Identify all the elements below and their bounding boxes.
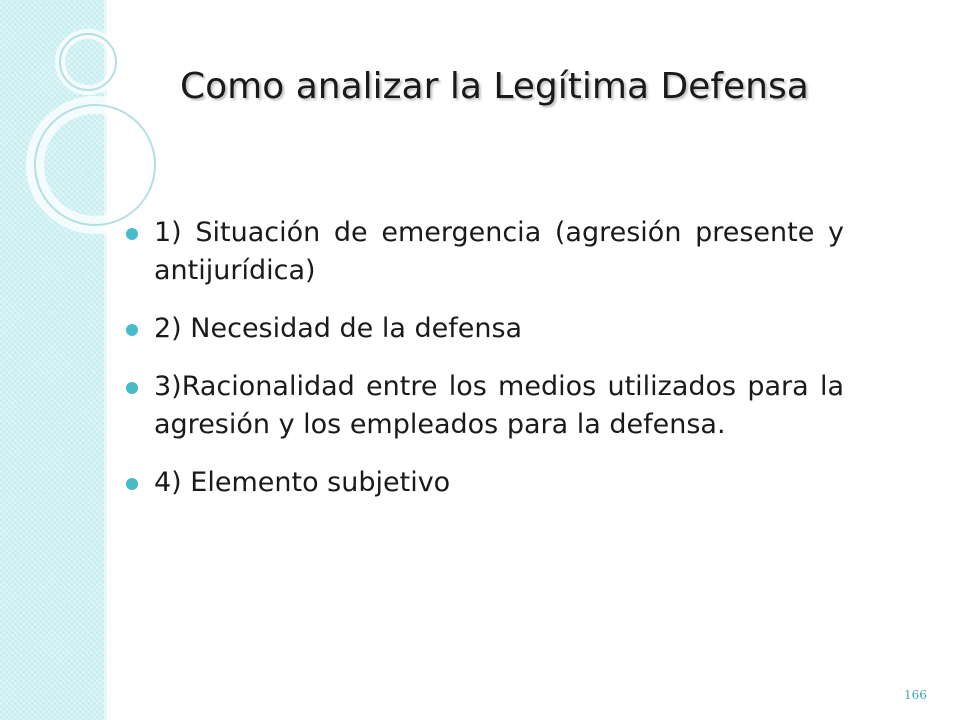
ring-outer-line — [35, 105, 155, 225]
bullet-text: 4) Elemento subjetivo — [154, 467, 451, 498]
bullet-item — [124, 368, 844, 444]
bullet-item — [124, 464, 844, 502]
bullet-dot-icon — [126, 382, 138, 394]
bullet-dot-icon — [126, 478, 138, 490]
bullet-text: 2) Necesidad de la defensa — [154, 313, 523, 344]
bullet-dot-icon — [126, 324, 138, 336]
bullet-dot-icon — [126, 228, 138, 240]
bullet-text: 3)Racionalidad entre los medios utilizados para la agresión y los empleados para la defensa. — [154, 371, 844, 440]
bullet-list — [124, 214, 844, 522]
ring-inner-line — [60, 34, 116, 90]
bullet-item — [124, 310, 844, 348]
page-number: 166 — [904, 688, 927, 702]
bullet-text: 1) Situación de emergencia (agresión presente y antijurídica) — [154, 217, 844, 286]
slide-title: Como analizar la Legítima Defensa — [180, 66, 809, 107]
bullet-item — [124, 214, 844, 290]
